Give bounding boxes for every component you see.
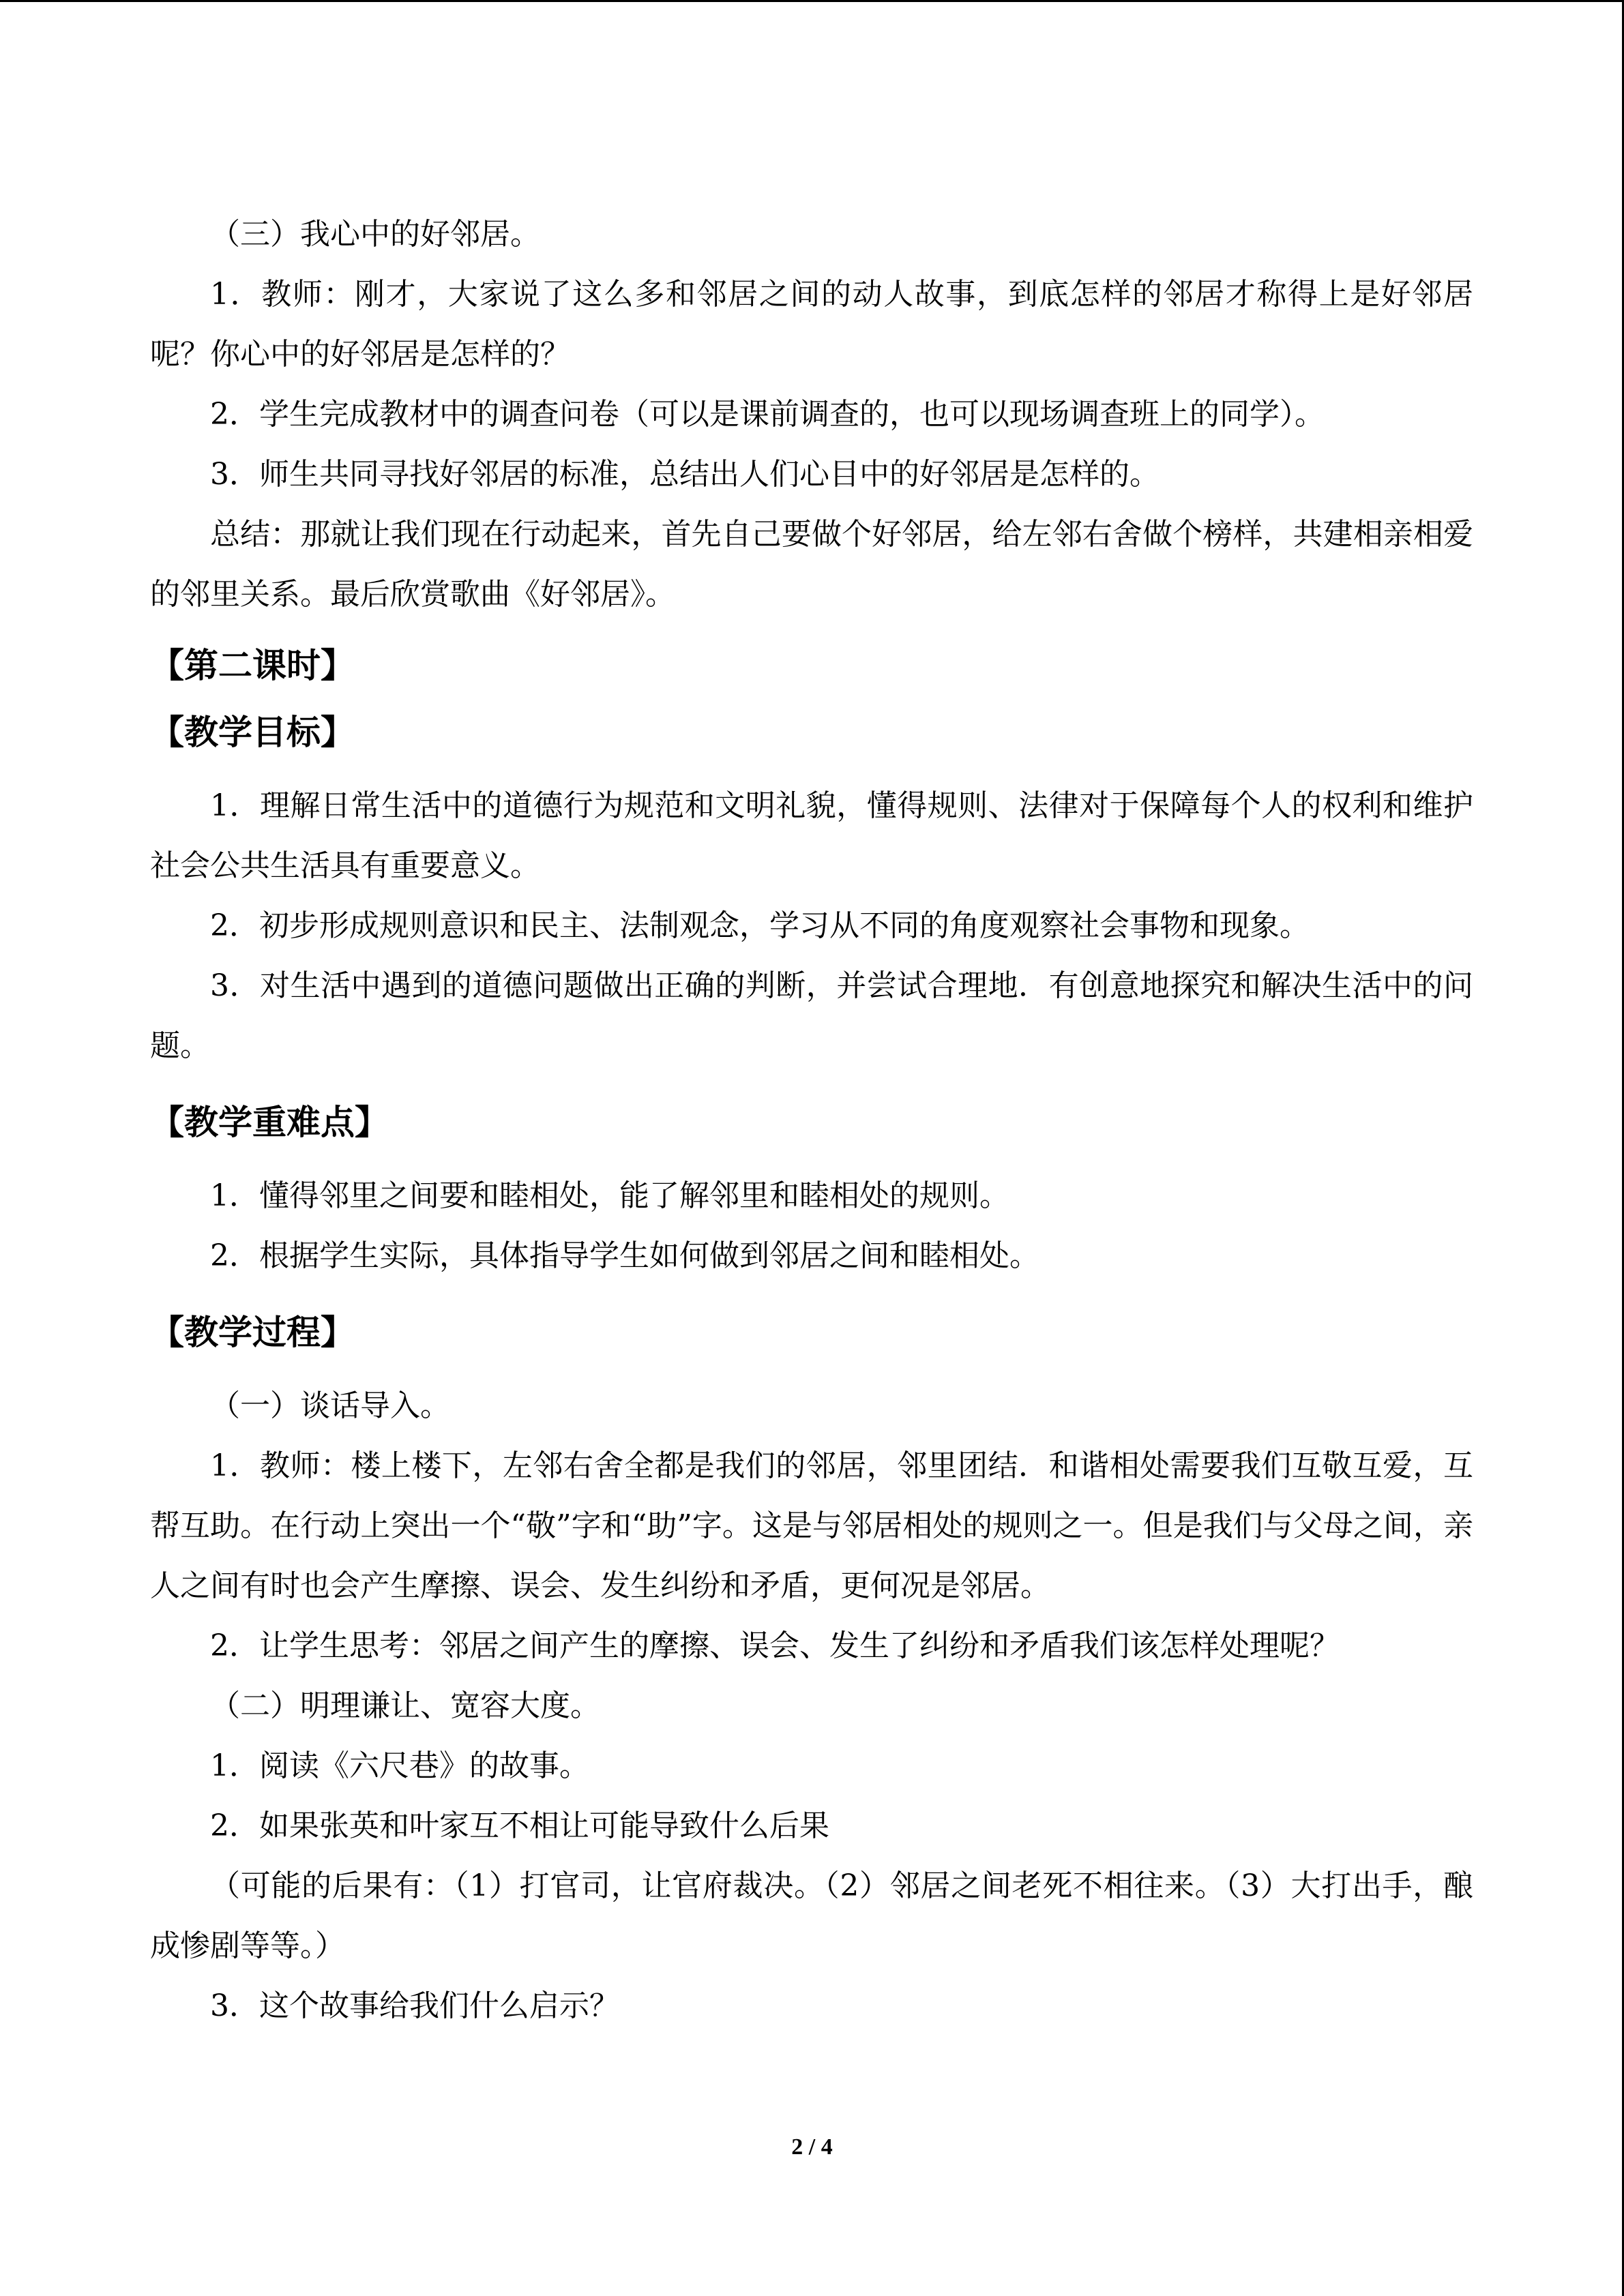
page-number: 2 / 4: [791, 2134, 833, 2160]
top-border: [0, 0, 1624, 2]
section3-paragraph-2: 2．学生完成教材中的调查问卷（可以是课前调查的，也可以现场调查班上的同学）。: [210, 397, 1325, 432]
objective-item-2: 2．初步形成规则意识和民主、法制观念，学习从不同的角度观察社会事物和现象。: [210, 908, 1310, 943]
section3-summary: 总结：那就让我们现在行动起来，首先自己要做个好邻居，给左邻右舍做个榜样，共建相亲相爱的邻里关系。最后欣赏歌曲《好邻居》。: [150, 517, 1473, 612]
process-heading: 【教学过程】: [150, 1313, 355, 1352]
objective-item-1: 1．理解日常生活中的道德行为规范和文明礼貌，懂得规则、法律对于保障每个人的权利和维护社会公共生活具有重要意义。: [150, 788, 1473, 883]
document-body: [150, 205, 1473, 2036]
section3-paragraph-1: 1．教师：刚才，大家说了这么多和邻居之间的动人故事，到底怎样的邻居才称得上是好邻居呢？你心中的好邻居是怎样的？: [150, 277, 1473, 372]
process-section1-paragraph-1: 1．教师：楼上楼下，左邻右舍全都是我们的邻居，邻里团结．和谐相处需要我们互敬互爱，互帮互助。在行动上突出一个“敬”字和“助”字。这是与邻居相处的规则之一。但是我们与父母之间，亲人之间有时也会产生摩擦、误会、发生纠纷和矛盾，更何况是邻居。: [150, 1448, 1473, 1603]
process-section1-paragraph-2: 2．让学生思考：邻居之间产生的摩擦、误会、发生了纠纷和矛盾我们该怎样处理呢？: [210, 1628, 1340, 1663]
keypoint-item-1: 1．懂得邻里之间要和睦相处，能了解邻里和睦相处的规则。: [210, 1178, 1009, 1213]
process-section2-title: （二）明理谦让、宽容大度。: [210, 1688, 600, 1723]
process-section2-paragraph-2: 2．如果张英和叶家互不相让可能导致什么后果: [210, 1808, 829, 1843]
section3-title: （三）我心中的好邻居。: [210, 217, 540, 252]
process-section2-paragraph-3: （可能的后果有：（1）打官司，让官府裁决。（2）邻居之间老死不相往来。（3）大打出手，酿成惨剧等等。）: [150, 1868, 1473, 1963]
objective-item-3: 3．对生活中遇到的道德问题做出正确的判断，并尝试合理地．有创意地探究和解决生活中的问题。: [150, 968, 1473, 1063]
process-section2-paragraph-4: 3．这个故事给我们什么启示？: [210, 1988, 619, 2023]
keypoint-item-2: 2．根据学生实际，具体指导学生如何做到邻居之间和睦相处。: [210, 1238, 1039, 1273]
process-section1-title: （一）谈话导入。: [210, 1388, 450, 1423]
lesson2-heading: 【第二课时】: [150, 646, 355, 685]
section3-paragraph-3: 3．师生共同寻找好邻居的标准，总结出人们心目中的好邻居是怎样的。: [210, 457, 1160, 492]
keypoints-heading: 【教学重难点】: [150, 1103, 389, 1142]
objectives-heading: 【教学目标】: [150, 713, 355, 752]
process-section2-paragraph-1: 1．阅读《六尺巷》的故事。: [210, 1748, 589, 1783]
